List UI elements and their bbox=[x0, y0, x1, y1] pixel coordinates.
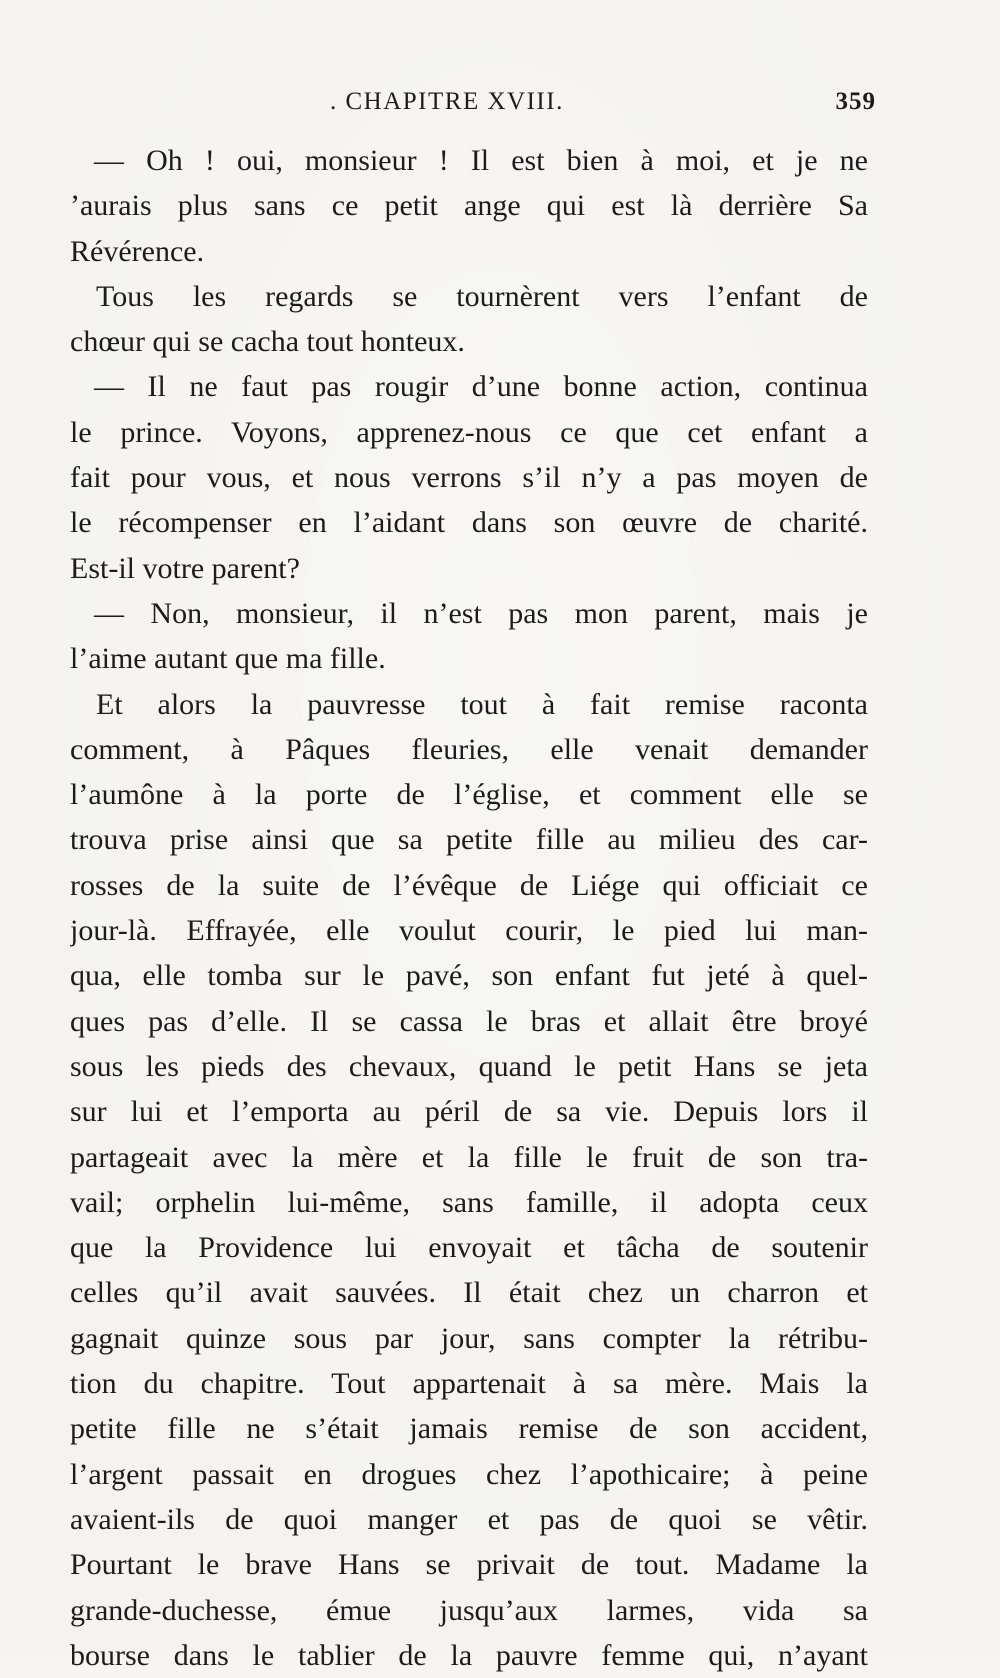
text-line: Et alors la pauvresse tout à fait remise raconta bbox=[96, 687, 868, 721]
text-line: qua, elle tomba sur le pavé, son enfant fut jeté à quel- bbox=[70, 959, 868, 993]
page-header bbox=[70, 88, 876, 128]
text-line: Pourtant le brave Hans se privait de tout. Madame la bbox=[70, 1548, 868, 1582]
text-line: sur lui et l’emporta au péril de sa vie. Depuis lors il bbox=[70, 1095, 868, 1129]
text-line: le récompenser en l’aidant dans son œuvre de charité. bbox=[70, 506, 868, 540]
text-line: Révérence. bbox=[70, 234, 205, 268]
text-line: tion du chapitre. Tout appartenait à sa mère. Mais la bbox=[70, 1367, 868, 1401]
text-line: partageait avec la mère et la fille le fruit de son tra- bbox=[70, 1140, 868, 1174]
text-line: Tous les regards se tournèrent vers l’enfant de bbox=[96, 279, 868, 313]
text-line: ’aurais plus sans ce petit ange qui est là derrière Sa bbox=[70, 189, 868, 223]
text-line: bourse dans le tablier de la pauvre femme qui, n’ayant bbox=[70, 1638, 868, 1672]
running-title: . CHAPITRE XVIII. bbox=[330, 88, 564, 115]
text-line: trouva prise ainsi que sa petite fille au milieu des car- bbox=[70, 823, 868, 857]
text-line: chœur qui se cacha tout honteux. bbox=[70, 325, 465, 359]
body-text bbox=[70, 138, 868, 1678]
text-line: petite fille ne s’était jamais remise de son accident, bbox=[70, 1412, 868, 1446]
text-line: comment, à Pâques fleuries, elle venait demander bbox=[70, 732, 868, 766]
text-line: le prince. Voyons, apprenez-nous ce que cet enfant a bbox=[70, 415, 868, 449]
text-line: sous les pieds des chevaux, quand le petit Hans se jeta bbox=[70, 1049, 868, 1083]
text-line: Est-il votre parent? bbox=[70, 551, 300, 585]
text-line: celles qu’il avait sauvées. Il était chez un charron et bbox=[70, 1276, 868, 1310]
page-number: 359 bbox=[835, 88, 876, 115]
text-line: l’aime autant que ma fille. bbox=[70, 642, 386, 676]
text-line: que la Providence lui envoyait et tâcha de soutenir bbox=[70, 1231, 868, 1265]
text-line: rosses de la suite de l’évêque de Liége qui officiait ce bbox=[70, 868, 868, 902]
text-line: gagnait quinze sous par jour, sans compter la rétribu- bbox=[70, 1321, 868, 1355]
text-line: fait pour vous, et nous verrons s’il n’y a pas moyen de bbox=[70, 461, 868, 495]
text-line: vail; orphelin lui-même, sans famille, il adopta ceux bbox=[70, 1185, 868, 1219]
text-line: ques pas d’elle. Il se cassa le bras et allait être broyé bbox=[70, 1004, 868, 1038]
text-line: — Il ne faut pas rougir d’une bonne action, continua bbox=[94, 370, 868, 404]
text-line: avaient-ils de quoi manger et pas de quoi se vêtir. bbox=[70, 1502, 868, 1536]
text-line: l’aumône à la porte de l’église, et comment elle se bbox=[70, 778, 868, 812]
text-line: — Non, monsieur, il n’est pas mon parent, mais je bbox=[94, 596, 868, 630]
text-line: l’argent passait en drogues chez l’apothicaire; à peine bbox=[70, 1457, 868, 1491]
text-line: jour-là. Effrayée, elle voulut courir, le pied lui man- bbox=[70, 914, 868, 948]
text-line: grande-duchesse, émue jusqu’aux larmes, vida sa bbox=[70, 1593, 868, 1627]
text-line: — Oh ! oui, monsieur ! Il est bien à moi, et je ne bbox=[94, 144, 868, 177]
